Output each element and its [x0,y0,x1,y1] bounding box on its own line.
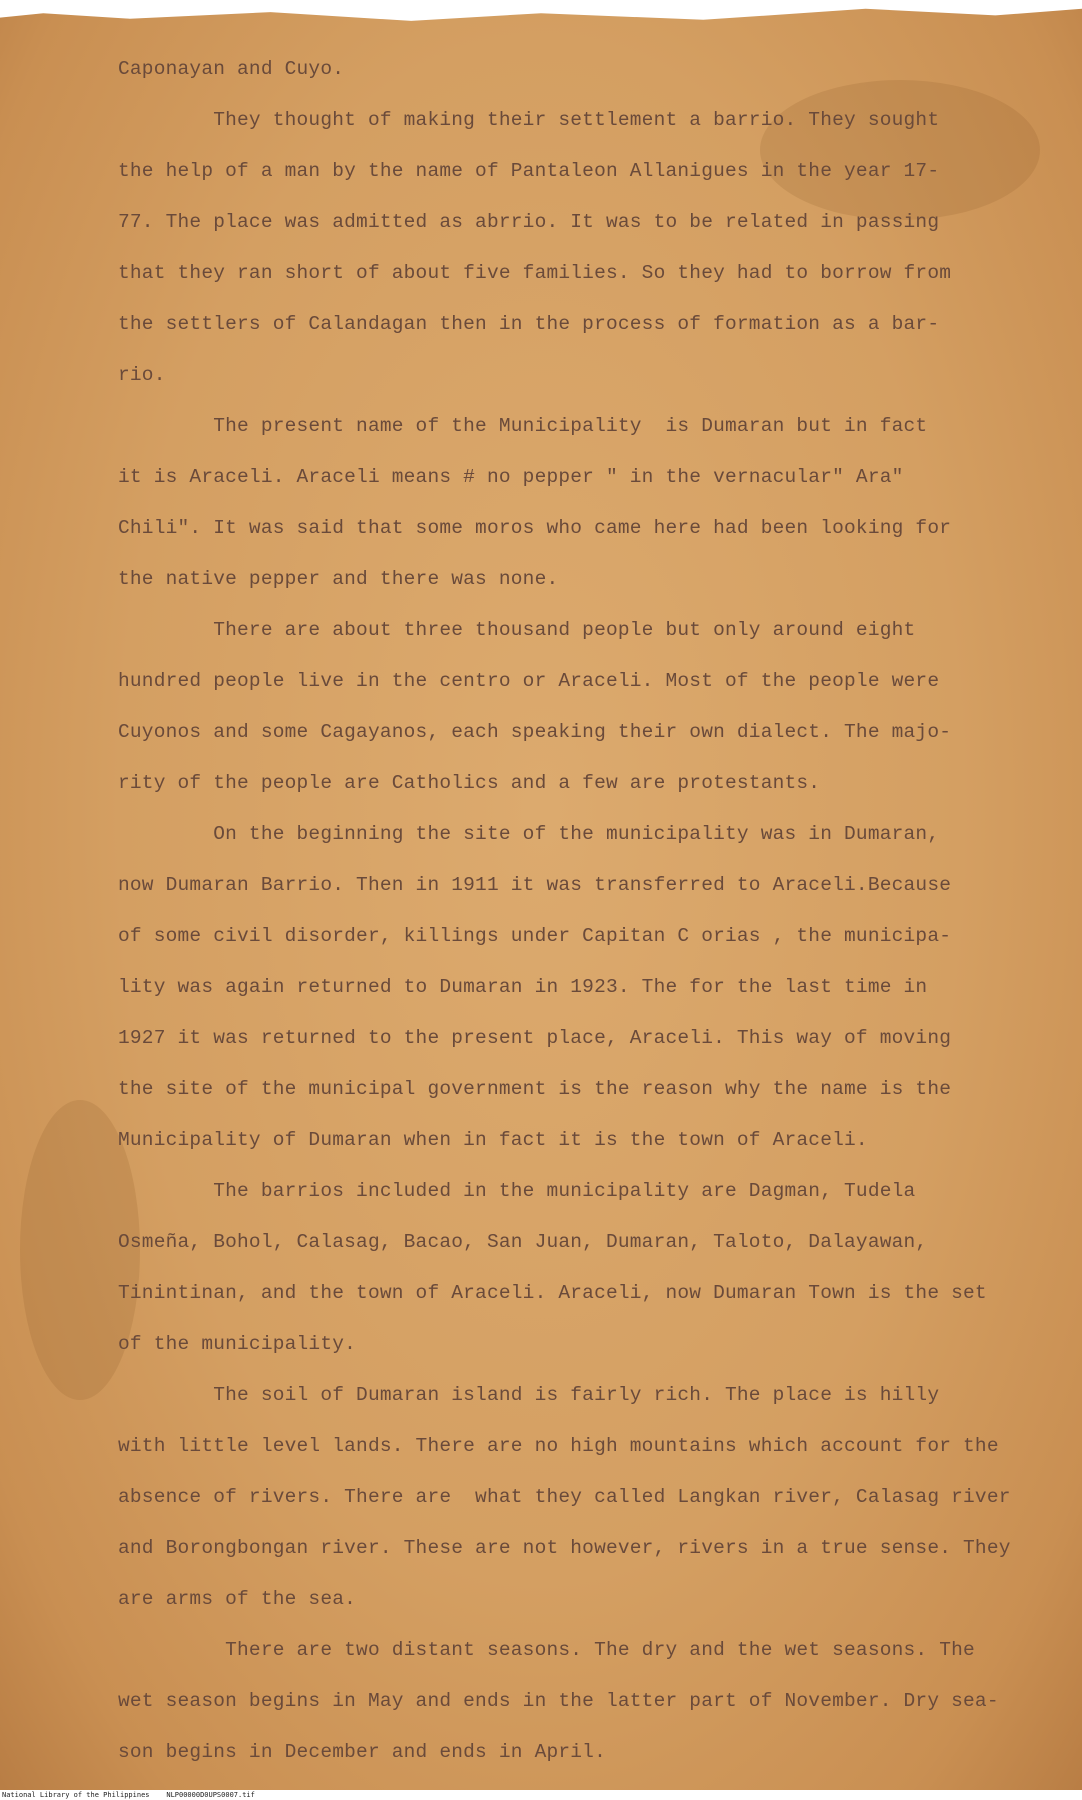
text-line: They thought of making their settlement a barrio. They sought [118,109,940,131]
text-line: Osmeña, Bohol, Calasag, Bacao, San Juan, Dumaran, Taloto, Dalayawan, [118,1231,928,1253]
text-line: Chili". It was said that some moros who came here had been looking for [118,517,952,539]
text-line: the help of a man by the name of Pantaleon Allanigues in the year 17- [118,160,940,182]
text-line: now Dumaran Barrio. Then in 1911 it was transferred to Araceli.Because [118,874,952,896]
text-line: and Borongbongan river. These are not however, rivers in a true sense. They [118,1537,1011,1559]
text-line: the site of the municipal government is the reason why the name is the [118,1078,952,1100]
text-line: lity was again returned to Dumaran in 1923. The for the last time in [118,976,928,998]
text-line: The barrios included in the municipality are Dagman, Tudela [118,1180,916,1202]
text-line: Cuyonos and some Cagayanos, each speaking their own dialect. The majo- [118,721,952,743]
text-line: The present name of the Municipality is Dumaran but in fact [118,415,928,437]
text-line: the native pepper and there was none. [118,568,559,590]
text-line: Municipality of Dumaran when in fact it is the town of Araceli. [118,1129,868,1151]
text-line: of some civil disorder, killings under Capitan C orias , the municipa- [118,925,952,947]
text-line: of the municipality. [118,1333,357,1355]
text-line: The soil of Dumaran island is fairly rich. The place is hilly [118,1384,940,1406]
text-line: Caponayan and Cuyo. [118,58,345,80]
text-line: with little level lands. There are no high mountains which account for the [118,1435,999,1457]
text-line: are arms of the sea. [118,1588,357,1610]
text-line: Tinintinan, and the town of Araceli. Araceli, now Dumaran Town is the set [118,1282,987,1304]
text-line: hundred people live in the centro or Araceli. Most of the people were [118,670,940,692]
typewritten-text [118,44,1038,1778]
text-line: that they ran short of about five families. So they had to borrow from [118,262,952,284]
text-line: absence of rivers. There are what they called Langkan river, Calasag river [118,1486,1011,1508]
text-line: the settlers of Calandagan then in the process of formation as a bar- [118,313,940,335]
text-line: rity of the people are Catholics and a few are protestants. [118,772,821,794]
text-line: 77. The place was admitted as abrrio. It was to be related in passing [118,211,940,233]
footer-caption: National Library of the Philippines NLP00000D0UPS0007.tif [2,1791,255,1799]
text-line: wet season begins in May and ends in the latter part of November. Dry sea- [118,1690,999,1712]
torn-top-edge [0,0,1082,22]
text-line: it is Araceli. Araceli means # no pepper " in the vernacular" Ara" [118,466,904,488]
text-line: On the beginning the site of the municipality was in Dumaran, [118,823,940,845]
text-line: There are two distant seasons. The dry and the wet seasons. The [118,1639,975,1661]
text-line: son begins in December and ends in April. [118,1741,606,1763]
text-line: 1927 it was returned to the present place, Araceli. This way of moving [118,1027,952,1049]
text-line: There are about three thousand people but only around eight [118,619,916,641]
text-line: rio. [118,364,166,386]
